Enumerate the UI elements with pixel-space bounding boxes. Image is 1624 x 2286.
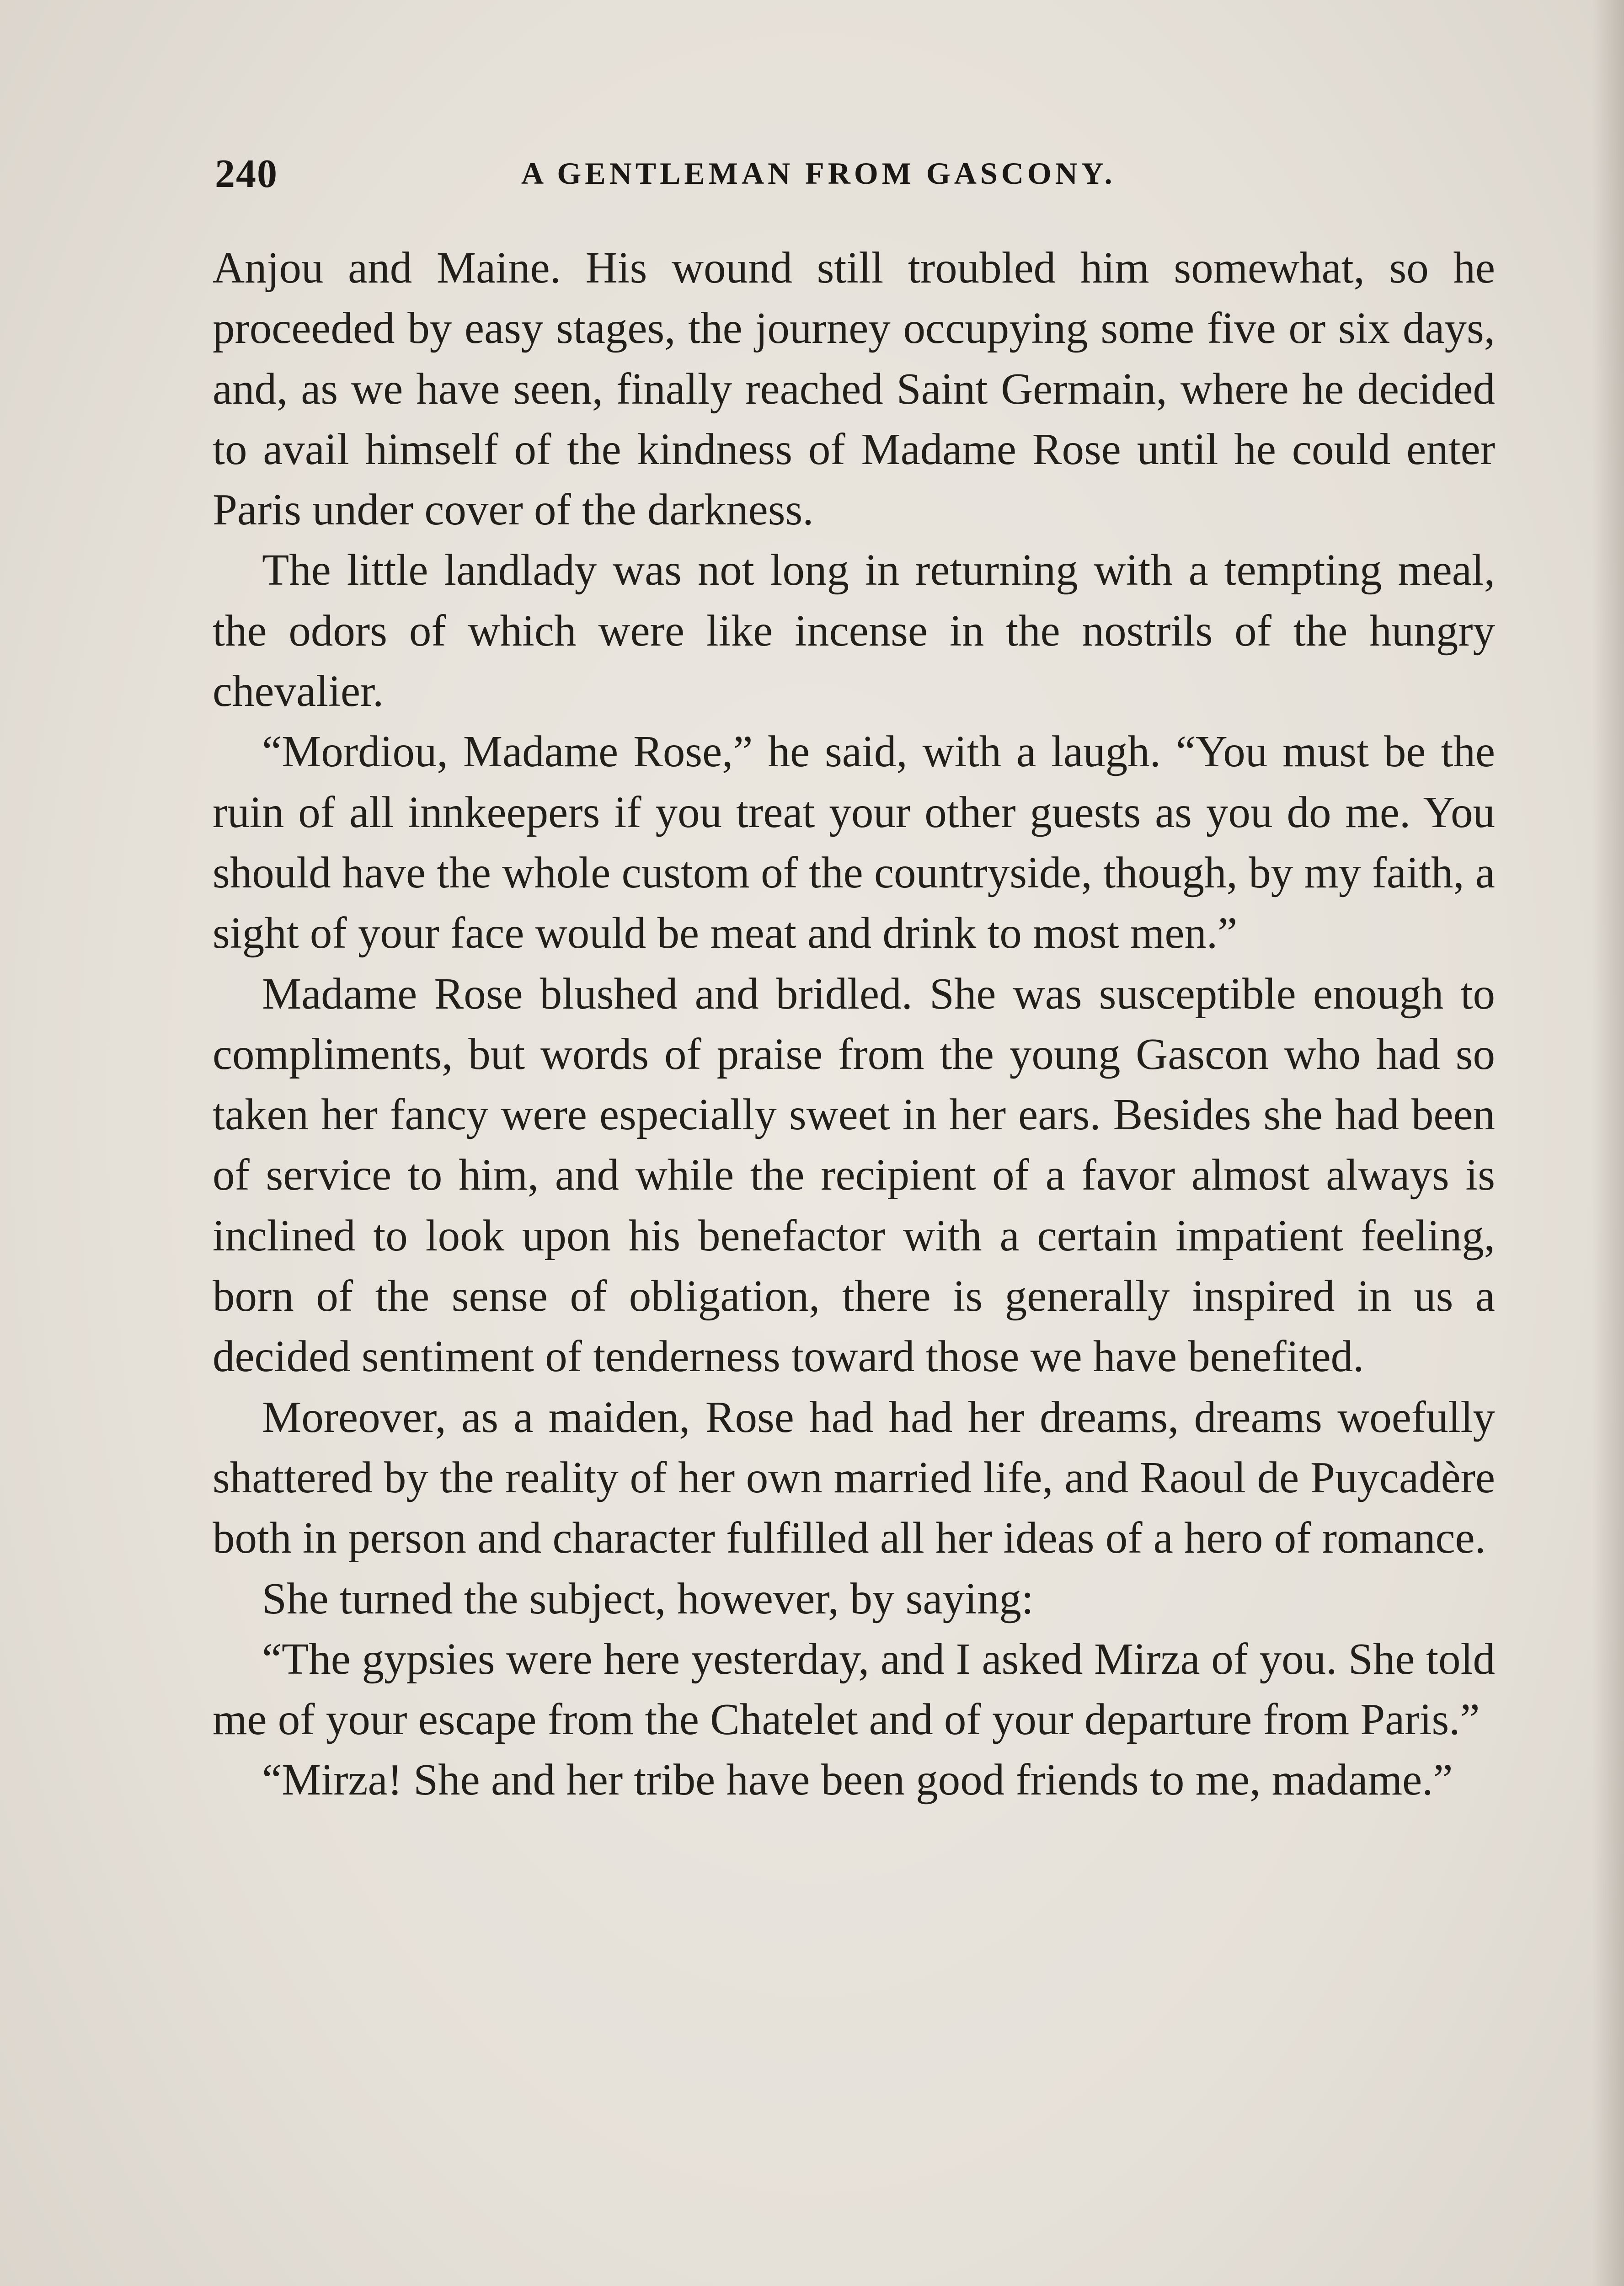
page-header (215, 151, 1495, 201)
page-edge-shadow (1592, 0, 1624, 2286)
paragraph: The little landlady was not long in returning with a tempting meal, the odors of which were like incense in the nostrils of the hungry chevalier. (213, 545, 1495, 716)
running-title: A GENTLEMAN FROM GASCONY. (521, 156, 1116, 191)
paragraph: “Mordiou, Madame Rose,” he said, with a laugh. “You must be the ruin of all innkeepers if you treat your other guests as you do me. You should have the whole custom of the countryside, though, by my faith, a sight of your face would be meat and drink to most men.” (213, 727, 1495, 958)
paragraph: Madame Rose blushed and bridled. She was susceptible enough to compliments, but words of praise from the young Gascon who had so taken her fancy were especially sweet in her ears. Besides she had been of service to him, and while the recipient of a favor almost always is inclined to look upon his benefactor with a certain impatient feeling, born of the sense of obligation, there is generally inspired in us a decided sentiment of tenderness toward those we have benefited. (213, 969, 1495, 1381)
paragraph: Anjou and Maine. His wound still troubled him somewhat, so he proceeded by easy stages, the journey occupying some five or six days, and, as we have seen, finally reached Saint Germain, where he decided to avail himself of the kindness of Madame Rose until he could enter Paris under cover of the darkness. (213, 243, 1495, 534)
paragraph: She turned the subject, however, by saying: (262, 1574, 1034, 1623)
page-number: 240 (215, 152, 278, 196)
paragraph: “The gypsies were here yesterday, and I asked Mirza of you. She told me of your escape from the Chatelet and of your departure from Paris.” (213, 1634, 1495, 1744)
paragraph: “Mirza! She and her tribe have been good friends to me, madame.” (262, 1755, 1453, 1805)
body-text (213, 238, 1495, 1811)
paragraph: Moreover, as a maiden, Rose had had her dreams, dreams woefully shattered by the reality of her own married life, and Raoul de Puycadère both in person and character fulfilled all her ideas of a hero of romance. (213, 1392, 1495, 1563)
